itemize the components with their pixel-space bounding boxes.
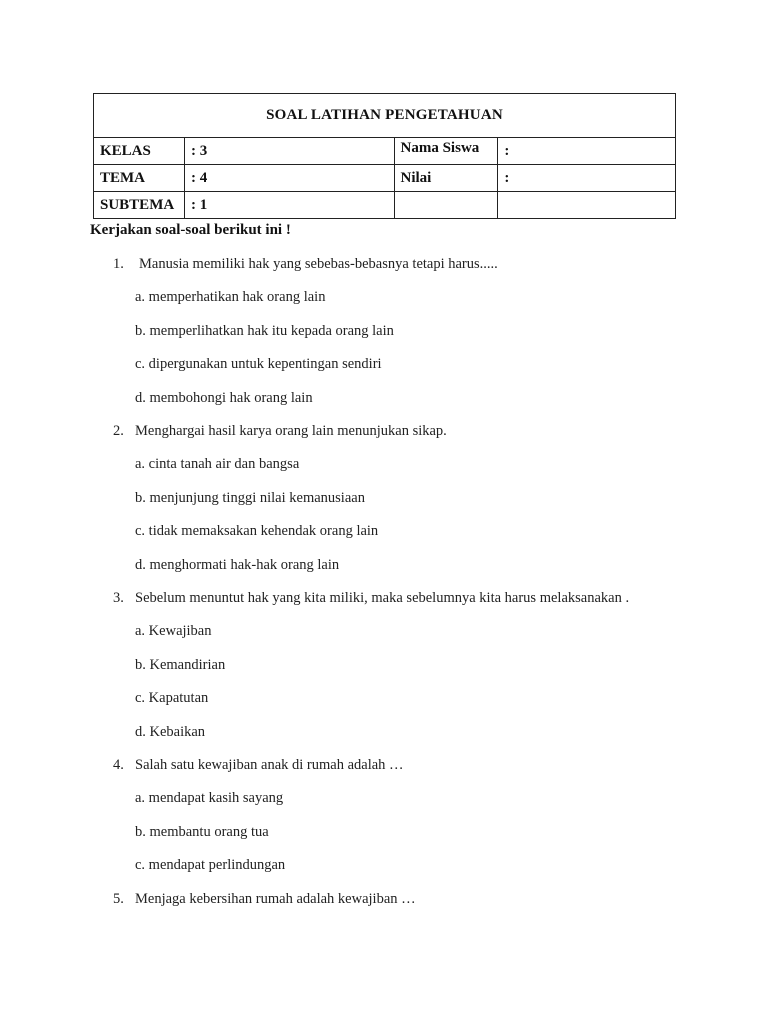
answer-option[interactable]: c. dipergunakan untuk kepentingan sendiri [135,356,382,373]
question-number: 4. [113,757,124,773]
question-number: 3. [113,590,124,606]
answer-option[interactable]: a. mendapat kasih sayang [135,790,284,807]
theme-label: TEMA [94,165,185,192]
answer-option[interactable]: b. membantu orang tua [135,823,269,840]
question-text: Salah satu kewajiban anak di rumah adalah … [135,757,404,773]
answer-option[interactable]: b. Kemandirian [135,656,226,673]
score-label: Nilai [394,165,498,192]
answer-option[interactable]: c. tidak memaksakan kehendak orang lain [135,523,379,540]
question-number: 1. [113,256,124,272]
theme-value: : 4 [184,165,394,192]
question-text: Manusia memiliki hak yang sebebas-bebasnya tetapi harus..... [139,256,498,272]
subtheme-value: : 1 [184,192,394,219]
answer-option[interactable]: d. membohongi hak orang lain [135,389,313,406]
question-text: Menjaga kebersihan rumah adalah kewajiban … [135,890,416,907]
worksheet-title: SOAL LATIHAN PENGETAHUAN [94,94,676,138]
answer-option[interactable]: b. menjunjung tinggi nilai kemanusiaan [135,489,365,506]
question-number: 5. [113,890,124,907]
student-name-label: Nama Siswa [394,138,498,165]
instruction-text: Kerjakan soal-soal berikut ini ! [90,222,291,238]
answer-option[interactable]: b. memperlihatkan hak itu kepada orang lain [135,322,394,339]
answer-option[interactable]: a. memperhatikan hak orang lain [135,289,326,306]
question-text: Menghargai hasil karya orang lain menunjukan sikap. [135,423,447,439]
subtheme-label: SUBTEMA [94,192,185,219]
score-value: : [498,165,676,192]
class-value: : 3 [184,138,394,165]
answer-option[interactable]: c. Kapatutan [135,690,209,707]
class-label: KELAS [94,138,185,165]
answer-option[interactable]: a. Kewajiban [135,623,212,640]
answer-option[interactable]: c. mendapat perlindungan [135,857,286,874]
answer-option[interactable]: d. menghormati hak-hak orang lain [135,556,340,573]
question-number: 2. [113,423,124,439]
student-name-value: : [498,138,676,165]
answer-option[interactable]: a. cinta tanah air dan bangsa [135,456,300,473]
answer-option[interactable]: d. Kebaikan [135,723,206,740]
question-text: Sebelum menuntut hak yang kita miliki, maka sebelumnya kita harus melaksanakan . [135,590,630,606]
